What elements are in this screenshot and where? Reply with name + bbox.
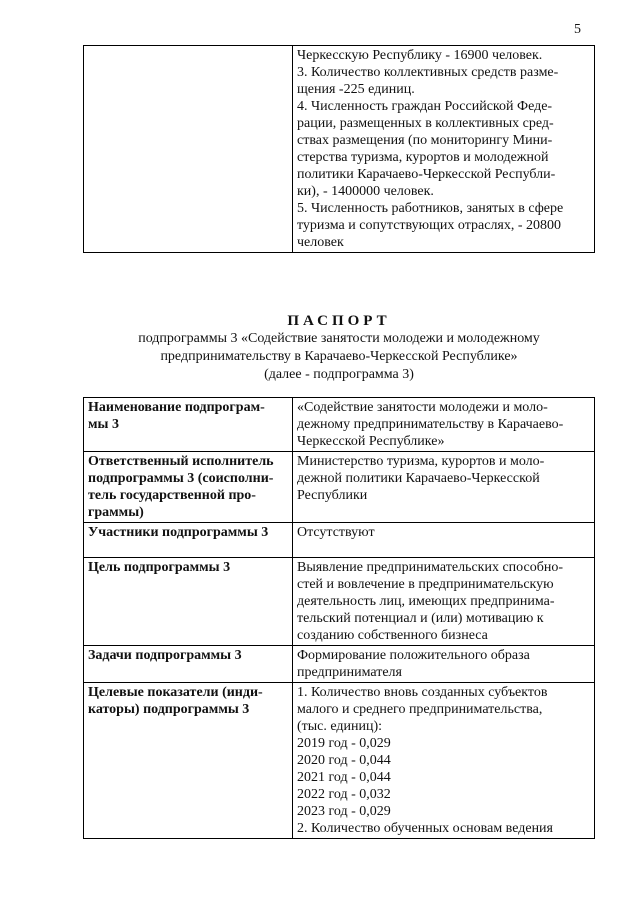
text-line: человек xyxy=(297,235,344,250)
passport-subtitle-line: предпринимательству в Карачаево-Черкесской Республике» xyxy=(160,349,518,364)
text-line: 3. Количество коллективных средств разме- xyxy=(297,65,559,80)
row-value xyxy=(293,452,595,523)
label-line: подпрограммы 3 (соисполни- xyxy=(88,471,274,486)
table-row xyxy=(84,46,595,253)
value-line: дежному предпринимательству в Карачаево- xyxy=(297,417,564,432)
text-line: политики Карачаево-Черкесской Республи- xyxy=(297,167,556,182)
label-line: Задачи подпрограммы 3 xyxy=(88,648,242,663)
row-value xyxy=(293,683,595,839)
value-line: 2020 год - 0,044 xyxy=(297,753,391,768)
value-line: 2023 год - 0,029 xyxy=(297,804,391,819)
value-line: 2021 год - 0,044 xyxy=(297,770,391,785)
label-line: Ответственный исполнитель xyxy=(88,454,274,469)
value-line: малого и среднего предпринимательства, xyxy=(297,702,543,717)
row-label xyxy=(84,452,293,523)
continuation-table xyxy=(83,45,595,253)
text-line: ки), - 1400000 человек. xyxy=(297,184,434,199)
value-line: Министерство туризма, курортов и моло- xyxy=(297,454,545,469)
label-line: каторы) подпрограммы 3 xyxy=(88,702,250,717)
value-line: Выявление предпринимательских способно- xyxy=(297,560,563,575)
passport-subtitle-line: подпрограммы 3 «Содействие занятости молодежи и молодежному xyxy=(138,331,540,346)
passport-heading xyxy=(83,312,595,384)
row-value xyxy=(293,398,595,452)
row-value xyxy=(293,523,595,558)
value-line: Формирование положительного образа xyxy=(297,648,530,663)
row-label xyxy=(84,683,293,839)
value-line: Республики xyxy=(297,488,368,503)
table-row xyxy=(84,646,595,683)
value-line: предпринимателя xyxy=(297,665,402,680)
row-label xyxy=(84,523,293,558)
value-line: созданию собственного бизнеса xyxy=(297,628,488,643)
text-line: 5. Численность работников, занятых в сфере xyxy=(297,201,564,216)
row-label xyxy=(84,398,293,452)
row-value xyxy=(293,558,595,646)
value-line: тельский потенциал и (или) мотивацию к xyxy=(297,611,544,626)
table-row xyxy=(84,558,595,646)
text-line: рации, размещенных в коллективных сред- xyxy=(297,116,554,131)
value-line: деятельность лиц, имеющих предпринима- xyxy=(297,594,555,609)
text-line: Черкесскую Республику - 16900 человек. xyxy=(297,48,543,63)
label-line: Цель подпрограммы 3 xyxy=(88,560,231,575)
passport-table xyxy=(83,397,595,839)
label-line: граммы) xyxy=(88,505,144,520)
value-line: (тыс. единиц): xyxy=(297,719,383,734)
text-line: туризма и сопутствующих отраслях, - 20800 xyxy=(297,218,562,233)
passport-subtitle-line: (далее - подпрограмма 3) xyxy=(264,367,414,382)
label-line: Участники подпрограммы 3 xyxy=(88,525,269,540)
value-line: 2022 год - 0,032 xyxy=(297,787,391,802)
label-line: Наименование подпрограм- xyxy=(88,400,265,415)
page-number: 5 xyxy=(574,22,581,37)
indicators-continuation-cell xyxy=(293,46,595,253)
passport-title: ПАСПОРТ xyxy=(287,313,391,329)
row-value xyxy=(293,646,595,683)
label-line: Целевые показатели (инди- xyxy=(88,685,263,700)
value-line: Отсутствуют xyxy=(297,525,375,540)
row-label xyxy=(84,558,293,646)
value-line: «Содействие занятости молодежи и моло- xyxy=(297,400,548,415)
empty-cell xyxy=(84,46,293,253)
table-row xyxy=(84,683,595,839)
value-line: 2. Количество обученных основам ведения xyxy=(297,821,553,836)
label-line: тель государственной про- xyxy=(88,488,256,503)
text-line: стерства туризма, курортов и молодежной xyxy=(297,150,549,165)
text-line: ствах размещения (по мониторингу Мини- xyxy=(297,133,553,148)
value-line: стей и вовлечение в предпринимательскую xyxy=(297,577,554,592)
table-row xyxy=(84,452,595,523)
value-line: 1. Количество вновь созданных субъектов xyxy=(297,685,548,700)
table-row xyxy=(84,523,595,558)
row-label xyxy=(84,646,293,683)
value-line: дежной политики Карачаево-Черкесской xyxy=(297,471,540,486)
text-line: 4. Численность граждан Российской Феде- xyxy=(297,99,553,114)
table-row xyxy=(84,398,595,452)
value-line: 2019 год - 0,029 xyxy=(297,736,391,751)
text-line: щения -225 единиц. xyxy=(297,82,415,97)
label-line: мы 3 xyxy=(88,417,119,432)
value-line: Черкесской Республике» xyxy=(297,434,445,449)
